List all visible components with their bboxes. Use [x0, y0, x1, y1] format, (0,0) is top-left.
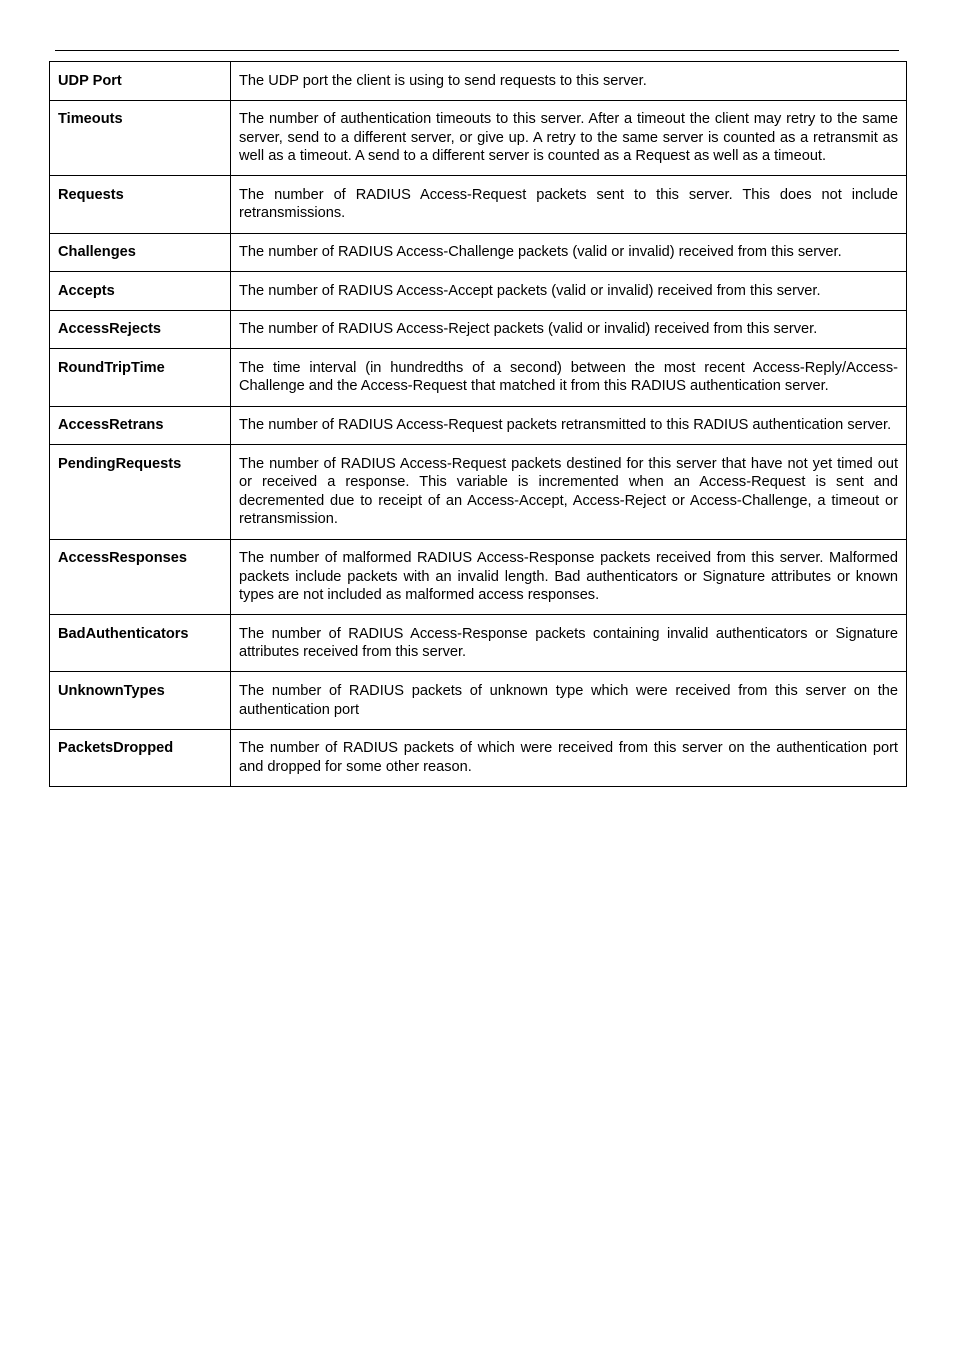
- parameter-name: UnknownTypes: [50, 672, 231, 729]
- parameter-description: The number of RADIUS Access-Challenge packets (valid or invalid) received from this server.: [231, 233, 907, 272]
- parameter-description: The number of RADIUS Access-Request packets destined for this server that have not yet timed out or received a response. This variable is incremented when an Access-Request is sent and decremented due to receipt of an Access-Accept, Access-Reject or Access-Challenge, a timeout or retransmission.: [231, 445, 907, 539]
- parameter-description: The number of malformed RADIUS Access-Response packets received from this server. Malformed packets include packets with an invalid length. Bad authenticators or Signature attributes or known types are not included as malformed access responses.: [231, 539, 907, 615]
- parameter-table: [49, 61, 907, 787]
- parameter-description: The number of RADIUS Access-Accept packets (valid or invalid) received from this server.: [231, 272, 907, 311]
- table-row: [50, 539, 907, 615]
- parameter-name: UDP Port: [50, 62, 231, 101]
- table-row: [50, 310, 907, 349]
- table-row: [50, 615, 907, 672]
- parameter-description: The time interval (in hundredths of a second) between the most recent Access-Reply/Access-Challenge and the Access-Request that matched it from this RADIUS authentication server.: [231, 349, 907, 406]
- table-row: [50, 349, 907, 406]
- parameter-name: AccessRetrans: [50, 406, 231, 445]
- parameter-description: The number of RADIUS packets of unknown type which were received from this server on the authentication port: [231, 672, 907, 729]
- parameter-name: Timeouts: [50, 100, 231, 176]
- header-rule: [55, 50, 899, 51]
- parameter-description: The number of RADIUS Access-Request packets retransmitted to this RADIUS authentication server.: [231, 406, 907, 445]
- table-row: [50, 62, 907, 101]
- parameter-name: AccessRejects: [50, 310, 231, 349]
- table-row: [50, 406, 907, 445]
- parameter-description: The UDP port the client is using to send requests to this server.: [231, 62, 907, 101]
- parameter-name: Accepts: [50, 272, 231, 311]
- parameter-name: BadAuthenticators: [50, 615, 231, 672]
- table-row: [50, 729, 907, 786]
- parameter-description: The number of RADIUS Access-Reject packets (valid or invalid) received from this server.: [231, 310, 907, 349]
- parameter-name: PendingRequests: [50, 445, 231, 539]
- parameter-description: The number of authentication timeouts to this server. After a timeout the client may retry to the same server, send to a different server, or give up. A retry to the same server is counted as a retransmit as well as a timeout. A send to a different server is counted as a Request as well as a timeout.: [231, 100, 907, 176]
- table-row: [50, 233, 907, 272]
- table-row: [50, 672, 907, 729]
- parameter-description: The number of RADIUS Access-Request packets sent to this server. This does not include retransmissions.: [231, 176, 907, 233]
- table-row: [50, 100, 907, 176]
- table-row: [50, 176, 907, 233]
- parameter-name: RoundTripTime: [50, 349, 231, 406]
- table-row: [50, 272, 907, 311]
- parameter-name: Requests: [50, 176, 231, 233]
- parameter-description: The number of RADIUS Access-Response packets containing invalid authenticators or Signature attributes received from this server.: [231, 615, 907, 672]
- parameter-description: The number of RADIUS packets of which were received from this server on the authentication port and dropped for some other reason.: [231, 729, 907, 786]
- parameter-name: AccessResponses: [50, 539, 231, 615]
- parameter-name: Challenges: [50, 233, 231, 272]
- table-row: [50, 445, 907, 539]
- parameter-name: PacketsDropped: [50, 729, 231, 786]
